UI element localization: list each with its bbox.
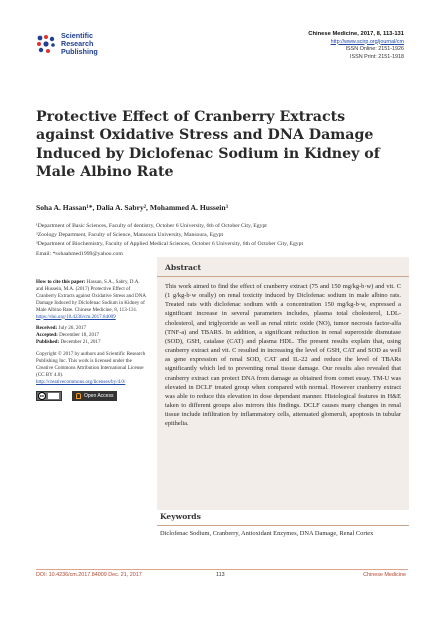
footer-journal-name: Chinese Medicine: [363, 572, 406, 578]
license-link[interactable]: http://creativecommons.org/licenses/by/4.0/: [36, 378, 126, 385]
citation-block: [36, 279, 148, 320]
abstract-text: This work aimed to find the effect of cranberry extract (75 and 150 mg/kg-b·w) and vit. C (1 g/kg-b·w orally) on renal toxicity induced by Diclofenac sodium in male albino rats. Treated rats with diclofenac sodium with a concentration 150 mg/kg-b·w, expressed a significant increase in several parameters includes, plasma total cholesterol, LDL-cholesterol, and triglyceride as well as renal nitric oxide (NO), tumor necrosis factor-alfa (TNF-a) and TBARS. In addition, a significant reduction in renal superoxide dismutase (SOD), GSH, catalase (CAT) and plasma HDL. The present results explain that, using cranberry extract and vit. C resulted in increasing the level of GSH, CAT and SOD as well as gene expression of renal SOD, CAT and IL-22 and reduce the level of TBARs significantly which led to preventing renal tissue damage. Our results also revealed that cranberry extract can protect DNA from damage as obtained from comet essay. TM-U was elevated in DCLF treated group when compared with normal. However cranberry extract was able to reduce this elevation in dose dependant manner. Histological features in H&E taken to different groups also mirrors this findings. DCLF causes many changes in renal tissue include infiltration by inflammatory cells, attenuated glomeruli, apoptosis in tubular epithelia.: [165, 283, 401, 428]
logo-wordmark: [61, 32, 98, 56]
article-title: Protective Effect of Cranberry Extracts against Oxidative Stress and DNA Damage Induced by Diclofenac Sodium in Kidney of Male Albino Rate: [36, 109, 380, 181]
page-number: 113: [216, 572, 225, 578]
abstract-panel: [157, 257, 409, 510]
cite-label: How to cite this paper:: [36, 279, 86, 285]
logo-line-1: Scientific: [61, 31, 93, 40]
affiliation-3: ³Department of Biochemistry, Faculty of Applied Medical Sciences, October 6 University, 6th of October City, Egypt: [36, 241, 304, 248]
footer-divider: [36, 569, 408, 570]
keywords-heading: Keywords: [160, 512, 201, 521]
journal-url-link[interactable]: http://www.scirp.org/journal/cm: [330, 38, 404, 45]
scirp-logo-icon: [35, 33, 57, 55]
abstract-divider: [157, 276, 409, 277]
publisher-logo[interactable]: [35, 32, 98, 56]
keywords-divider: [157, 525, 409, 526]
affiliation-2: ²Zoology Department, Faculty of Science, Mansoura University, Mansoura, Egypt: [36, 232, 224, 239]
received-date: July 26, 2017: [58, 325, 87, 332]
journal-meta: [308, 31, 404, 61]
corresponding-email[interactable]: Email: *sohaahmed1999@yahoo.com: [36, 250, 123, 257]
affiliation-1: ¹Department of Basic Sciences, Faculty of dentistry, October 6 University, 6th of October City, Egypt: [36, 223, 267, 229]
dates-block: [36, 325, 148, 346]
received-label: Received:: [36, 325, 58, 332]
logo-line-2: Research: [61, 39, 94, 48]
open-access-badge: [72, 391, 117, 401]
issn-online: ISSN Online: 2151-1926: [345, 46, 404, 53]
doi-link[interactable]: https://doi.org/10.4236/cm.2017.84009: [36, 313, 116, 320]
copyright-block: [36, 351, 148, 386]
accepted-date: December 18, 2017: [59, 332, 100, 339]
cc-by-badge[interactable]: [36, 391, 62, 401]
published-label: Published:: [36, 339, 60, 346]
cite-text: Hassan, S.A., Sabry, D.A. and Hussein, M.A. (2017) Protective Effect of Cranberry Extracts against Oxidative Stress and DNA Damage Induced by Diclofenac Sodium in Kidney of Male Albino Rate. Chinese Medicine, 8, 113-131.: [36, 279, 146, 313]
author-list: Soha A. Hassan¹*, Dalia A. Sabry², Mohammed A. Hussein³: [36, 203, 228, 212]
published-date: December 21, 2017: [60, 339, 101, 346]
creative-commons-icon: cc: [39, 392, 45, 398]
accepted-label: Accepted:: [36, 332, 58, 339]
keywords-text: Diclofenac Sodium, Cranberry, Antioxidant Enzymes, DNA Damage, Renal Cortex: [160, 530, 374, 537]
published-row: [36, 339, 148, 346]
received-row: [36, 325, 148, 332]
article-info-sidebar: [36, 279, 148, 401]
footer-doi[interactable]: DOI: 10.4236/cm.2017.84009 Dec. 21, 2017: [36, 572, 142, 578]
journal-citation: Chinese Medicine, 2017, 8, 113-131: [308, 31, 404, 37]
logo-line-3: Publishing: [61, 47, 98, 56]
issn-print: ISSN Print: 2151-1918: [350, 53, 404, 60]
affiliations: [36, 222, 406, 259]
attribution-icon: [48, 393, 59, 399]
accepted-row: [36, 332, 148, 339]
license-badges: [36, 391, 148, 401]
open-lock-icon: [76, 393, 81, 399]
abstract-heading: Abstract: [165, 263, 202, 272]
open-access-label: Open Access: [84, 392, 114, 399]
copyright-text: Copyright © 2017 by authors and Scientific Research Publishing Inc. This work is licensed under the Creative Commons Attribution International License (CC BY 4.0).: [36, 351, 146, 378]
